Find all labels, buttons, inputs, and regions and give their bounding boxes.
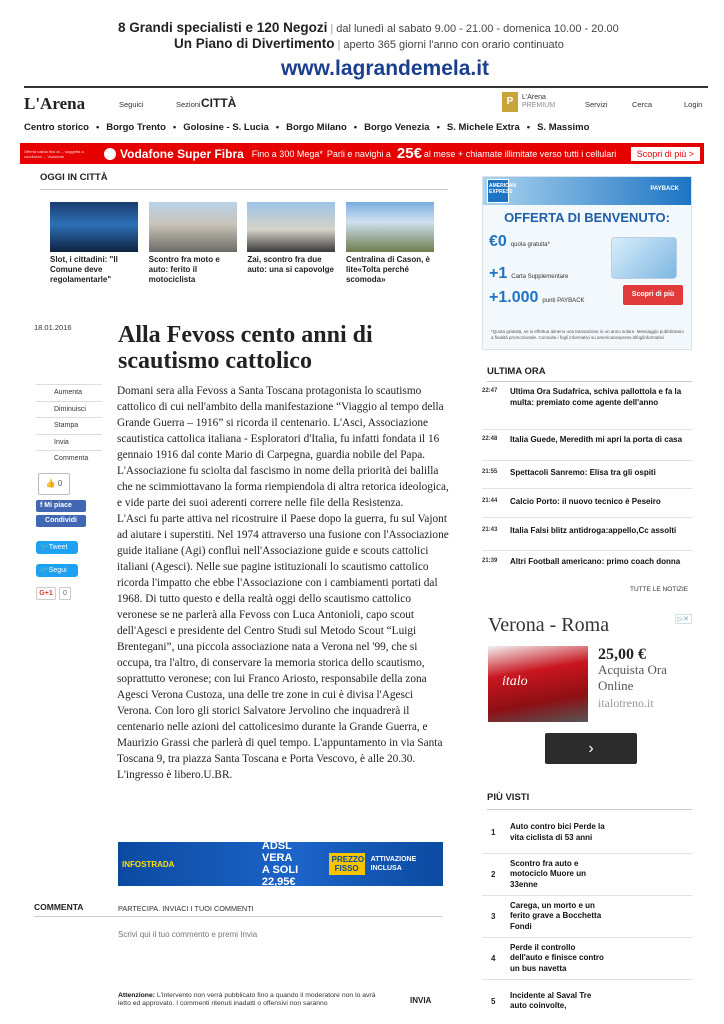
piu-visti-list	[482, 812, 692, 1022]
premium-link[interactable]	[502, 92, 555, 112]
news-headline[interactable]: Italia Falsi blitz antidroga:appello,Cc assolti	[510, 526, 677, 535]
follow-label: Segui	[48, 566, 67, 574]
news-headline[interactable]: Calcio Porto: il nuovo tecnico è Peseiro	[510, 497, 661, 506]
banner-line-2-bold: Un Piano di Divertimento	[174, 36, 335, 51]
thumbs-up-icon: 👍	[45, 478, 56, 488]
gplus-count: 0	[59, 587, 71, 600]
article-body	[117, 383, 450, 783]
premium-label: PREMIUM	[522, 102, 556, 109]
amex-offer-label: Carta Supplementare	[511, 274, 569, 280]
news-headline[interactable]: Altri Football americano: primo coach donna	[510, 557, 681, 566]
credit-card-image	[611, 237, 677, 279]
payback-logo: PAYBACK	[650, 186, 679, 192]
twitter-icon: 🐦	[40, 566, 49, 574]
amex-fine-print: *Quota gratuita, se si effettua almeno una transazione in un anno solare. Messaggio pubblicitario a finalità promozionale. Consulta i fogli informativi su americanexpress.it/foglinformativi	[491, 329, 684, 340]
nav-item-borgo-milano[interactable]: Borgo Milano	[286, 122, 347, 133]
ultima-ora-list	[482, 386, 692, 583]
chevron-right-icon: ›	[588, 740, 594, 757]
mall-banner[interactable]	[110, 20, 620, 82]
tweet-label: Tweet	[48, 543, 68, 551]
twitter-follow-button[interactable]	[36, 564, 78, 577]
news-time: 21:55	[482, 469, 498, 475]
nav-separator: •	[353, 122, 358, 133]
site-logo[interactable]: L'Arena	[24, 94, 86, 113]
seguici-link[interactable]: Seguici	[119, 100, 144, 109]
article-paragraph: L'Asci fu parte attiva nel ricostruire il Paese dopo la guerra, fu sul Vajont ad aiutare i superstiti. Nel 1974 attraverso una fusione con l'Associazione guide italiane (Agi) confluì nell'Associazione guide e scouts cattolici italiani (Agesci). Nelle sue pagine istituzionali lo scautismo cattolico ricorda l'impatto che ebbe l'Associazione con i cambiamenti portati dal 1968. Di tutto questo e della realtà oggi dello scautismo cattolico veronese se ne parlerà alla Fevoss con Luca Antonioli, capo scout dell'Agesci e presidente del Centro Studi sul Metodo Scout “Luigi Brentegani”, una piccola associazione nata a Verona nel '99, che si occupa, tra l'altro, di conservare la memoria storica dello scautismo, soprattutto veronese; con lui Franco Ariosto, responsabile della zona Agesci Verona Custoza, una delle tre zone in cui è divisa l'Agesci Verona. Con loro gli storici Salvatore Jervolino che inquadrerà il centenario nelle azioni del cattolicesimo durante la Grande Guerra, e Maurizio Grassi che parlerà di quel tempo. L'appuntamento in via Santa Toscana 9, tra piazza Santa Toscana e Porta Vescovo, è alle 20.30. L'ingresso è libero.U.BR.	[117, 513, 449, 781]
most-read-headline[interactable]: Scontro fra auto e motociclo Muore un 33enne	[510, 858, 586, 889]
gplus-button[interactable]: G+1	[36, 587, 56, 600]
most-read-headline[interactable]: Incidente al Saval Tre auto coinvolte,	[510, 990, 592, 1010]
print-button[interactable]: Stampa	[36, 417, 102, 434]
italo-arrow-button[interactable]	[545, 733, 637, 764]
italo-domain: italotreno.it	[598, 696, 654, 710]
sezioni-link[interactable]: Sezioni	[176, 100, 201, 109]
thumb-image[interactable]	[149, 202, 237, 252]
italo-route: Verona - Roma	[488, 614, 610, 636]
list-item[interactable]	[482, 812, 692, 854]
banner-line-1-bold: 8 Grandi specialisti e 120 Negozi	[118, 20, 328, 35]
infostrada-adsl: ADSL VERA	[261, 842, 293, 864]
login-link[interactable]: Login	[684, 100, 703, 109]
tweet-button[interactable]	[36, 541, 78, 554]
news-time: 22:48	[482, 436, 498, 442]
article-paragraph: Domani sera alla Fevoss a Santa Toscana protagonista lo scautismo cattolico di cui nell'ambito della manifestazione “Viaggio al tempo della Grande Guerra – 1916” si ricorda il centenario. L'Asci, Associazione scautistica cattolica italiana - Esploratori d'Italia, fu infatti fondata il 16 gennaio 1916 dal conte Mario di Carpegna, guardia nobile del Papa. L'Associazione fu sciolta dal fascismo in nome della priorità dei balilla che ne scimmiottavano la forma riempiendola di altra retorica ideologica, e vide parte dei suoi aderenti correre nelle file della Resistenza.	[117, 385, 449, 509]
comment-warning	[118, 992, 378, 1008]
thumb-caption[interactable]: Centralina di Cason, è lite«Tolta perché scomoda»	[345, 255, 430, 284]
thumb-image[interactable]	[50, 202, 138, 252]
servizi-link[interactable]: Servizi	[585, 100, 608, 109]
infostrada-attivazione: ATTIVAZIONE INCLUSA	[370, 856, 417, 872]
banner-line-2: Un Piano di Divertimento | aperto 365 giorni l'anno con orario continuato	[174, 36, 564, 51]
vodafone-fine-print: Offerta valida fino al ... soggetta a condizioni ... Vodafone	[24, 148, 84, 159]
like-count: 0	[57, 478, 63, 488]
article-tools	[36, 384, 102, 600]
list-item[interactable]	[482, 551, 692, 583]
premium-name: L'Arena	[522, 94, 546, 101]
list-item[interactable]	[482, 854, 692, 896]
comments-subheading: PARTECIPA. INVIACI I TUOI COMMENTI	[118, 904, 254, 913]
news-time: 22:47	[482, 388, 498, 394]
italo-subtitle: Acquista Ora Online	[598, 662, 667, 693]
nav-separator: •	[172, 122, 177, 133]
list-item[interactable]	[482, 461, 692, 489]
adchoices-icon[interactable]: ▷✕	[675, 614, 692, 624]
nav-item-golosine[interactable]: Golosine - S. Lucia	[183, 122, 269, 133]
thumb-card[interactable]	[149, 202, 237, 285]
news-time: 21:43	[482, 527, 498, 533]
news-time: 21:44	[482, 498, 498, 504]
font-decrease-button[interactable]: Diminuisci	[36, 401, 102, 418]
send-button[interactable]: Invia	[36, 434, 102, 451]
amex-offer-value: €0	[489, 233, 507, 250]
comment-button[interactable]: Commenta	[36, 450, 102, 467]
italo-price: 25,00 €	[598, 646, 646, 663]
gplus-widget	[36, 587, 102, 600]
facebook-like-button[interactable]	[36, 500, 86, 512]
nav-item-s-michele-extra[interactable]: S. Michele Extra	[446, 122, 520, 133]
infostrada-offer	[192, 842, 299, 886]
vodafone-logo-icon	[104, 148, 116, 160]
article-title: Alla Fevoss cento anni di scautismo cattolico	[118, 322, 373, 374]
amex-offer-row	[489, 289, 585, 307]
nav-item-s-massimo[interactable]: S. Massimo	[537, 122, 590, 133]
neighborhood-nav	[24, 122, 708, 133]
amex-title: OFFERTA DI BENVENUTO:	[504, 210, 670, 225]
amex-ad[interactable]	[482, 176, 692, 350]
section-title: CITTÀ	[201, 96, 237, 110]
warning-label: Attenzione:	[118, 992, 156, 999]
vodafone-text-2: al mese + chiamate illimitate verso tutti i cellulari	[423, 148, 617, 159]
cerca-link[interactable]: Cerca	[632, 100, 653, 109]
nav-separator: •	[275, 122, 280, 133]
news-headline[interactable]: Spettacoli Sanremo: Elisa tra gli ospiti	[510, 468, 656, 477]
list-item[interactable]	[482, 518, 692, 551]
rank-number: 5	[491, 996, 496, 1006]
vodafone-speed: Fino a 300 Mega*	[251, 148, 323, 159]
list-item[interactable]	[482, 489, 692, 518]
italo-brand: italo	[502, 674, 528, 689]
banner-line-2-rest: aperto 365 giorni l'anno con orario continuato	[343, 39, 564, 51]
premium-text	[522, 94, 555, 110]
thumb-image[interactable]	[247, 202, 335, 252]
thumb-image[interactable]	[346, 202, 434, 252]
piu-visti-heading: PIÙ VISTI	[487, 792, 692, 810]
nav-item-centro-storico[interactable]: Centro storico	[24, 122, 89, 133]
list-item[interactable]	[482, 430, 692, 461]
all-news-link[interactable]: TUTTE LE NOTIZIE	[630, 586, 689, 593]
news-headline[interactable]: Ultima Ora Sudafrica, schiva pallottola e fa la multa: premiato come agente dell'anno	[510, 387, 682, 407]
vodafone-ad-banner[interactable]	[20, 143, 704, 164]
most-read-headline[interactable]: Perde il controllo dell'auto e finisce contro un bus navetta	[510, 942, 604, 973]
amex-cta-button[interactable]: Scopri di più	[623, 285, 683, 305]
most-read-headline[interactable]: Auto contro bici Perde la vita ciclista di 53 anni	[510, 822, 605, 842]
infostrada-prezzo-badge: PREZZO FISSO	[329, 853, 365, 875]
premium-icon: P	[502, 92, 518, 112]
thumb-card[interactable]	[346, 202, 434, 285]
warning-text: L'intervento non verrà pubblicato fino a quando il moderatore non lo avrà letto ed approvato. I commenti ritenuti inadatti o offensivi non saranno	[118, 992, 376, 1007]
thumb-card[interactable]	[247, 202, 335, 285]
italo-ad[interactable]	[488, 614, 692, 774]
thumb-caption[interactable]: Slot, i cittadini: "Il Comune deve regolamentarle"	[50, 255, 118, 284]
nav-separator: •	[526, 122, 531, 133]
font-increase-button[interactable]: Aumenta	[36, 384, 102, 401]
infostrada-price: A SOLI 22,95€	[261, 864, 299, 886]
oggi-in-citta-heading: OGGI IN CITTÀ	[40, 172, 448, 190]
infostrada-ad-banner[interactable]	[118, 842, 443, 886]
facebook-icon: f	[40, 501, 45, 509]
banner-line-1-rest: dal lunedì al sabato 9.00 - 21.00 - domenica 10.00 - 20.00	[336, 23, 619, 35]
site-header	[24, 86, 708, 116]
amex-logo: AMERICAN EXPRESS	[487, 179, 509, 203]
twitter-icon: 🐦	[40, 543, 49, 551]
vodafone-cta-button[interactable]: Scopri di più >	[631, 147, 700, 161]
amex-header	[483, 177, 691, 205]
like-counter[interactable]	[38, 473, 70, 495]
amex-offer-value: +1	[489, 265, 508, 282]
thumb-caption[interactable]: Scontro fra moto e auto: ferito il motociclista	[148, 255, 220, 284]
oggi-thumbnails	[50, 202, 434, 285]
amex-offer-label: punti PAYBACK	[542, 298, 585, 304]
vodafone-text-1: Parli e navighi a	[326, 148, 391, 159]
facebook-like-label: Mi piace	[44, 501, 72, 509]
rank-number: 4	[491, 954, 496, 963]
banner-line-1: 8 Grandi specialisti e 120 Negozi | dal lunedì al sabato 9.00 - 21.00 - domenica 10.00 - 20.00	[118, 20, 619, 35]
nav-separator: •	[436, 122, 440, 133]
news-headline[interactable]: Italia Guede, Meredith mi apri la porta di casa	[510, 435, 683, 444]
ultima-ora-heading: ULTIMA ORA	[487, 366, 692, 382]
thumb-caption[interactable]: Zai, scontro fra due auto: una si capovolge	[247, 255, 334, 274]
most-read-headline[interactable]: Carega, un morto e un ferito grave a Bocchetta Fondi	[510, 900, 602, 931]
list-item[interactable]	[482, 896, 692, 938]
comments-heading: COMMENTA	[34, 902, 442, 917]
list-item[interactable]	[482, 980, 692, 1022]
submit-comment-button[interactable]: INVIA	[410, 996, 432, 1005]
infostrada-logo: INFOSTRADA	[122, 859, 175, 869]
vodafone-price: 25€	[396, 145, 422, 162]
banner-url[interactable]: www.lagrandemela.it	[280, 57, 490, 80]
amex-offer-row	[489, 265, 568, 283]
rank-number: 1	[491, 828, 496, 837]
nav-separator: •	[95, 122, 100, 133]
rank-number: 2	[491, 870, 496, 879]
list-item[interactable]	[482, 386, 692, 430]
nav-item-borgo-trento[interactable]: Borgo Trento	[106, 122, 166, 133]
train-image	[488, 646, 588, 722]
thumb-card[interactable]	[50, 202, 138, 285]
news-time: 21:39	[482, 558, 498, 564]
vodafone-title: Vodafone Super Fibra	[120, 146, 244, 161]
facebook-share-button[interactable]: Condividi	[36, 515, 86, 527]
rank-number: 3	[491, 912, 496, 921]
article-date: 18.01.2016	[34, 323, 72, 332]
nav-item-borgo-venezia[interactable]: Borgo Venezia	[364, 122, 430, 133]
comment-textarea[interactable]	[118, 930, 438, 990]
amex-offer-label: quota gratuita*	[510, 242, 550, 248]
amex-offer-row	[489, 233, 550, 251]
list-item[interactable]	[482, 938, 692, 980]
amex-offer-value: +1.000	[489, 289, 539, 306]
